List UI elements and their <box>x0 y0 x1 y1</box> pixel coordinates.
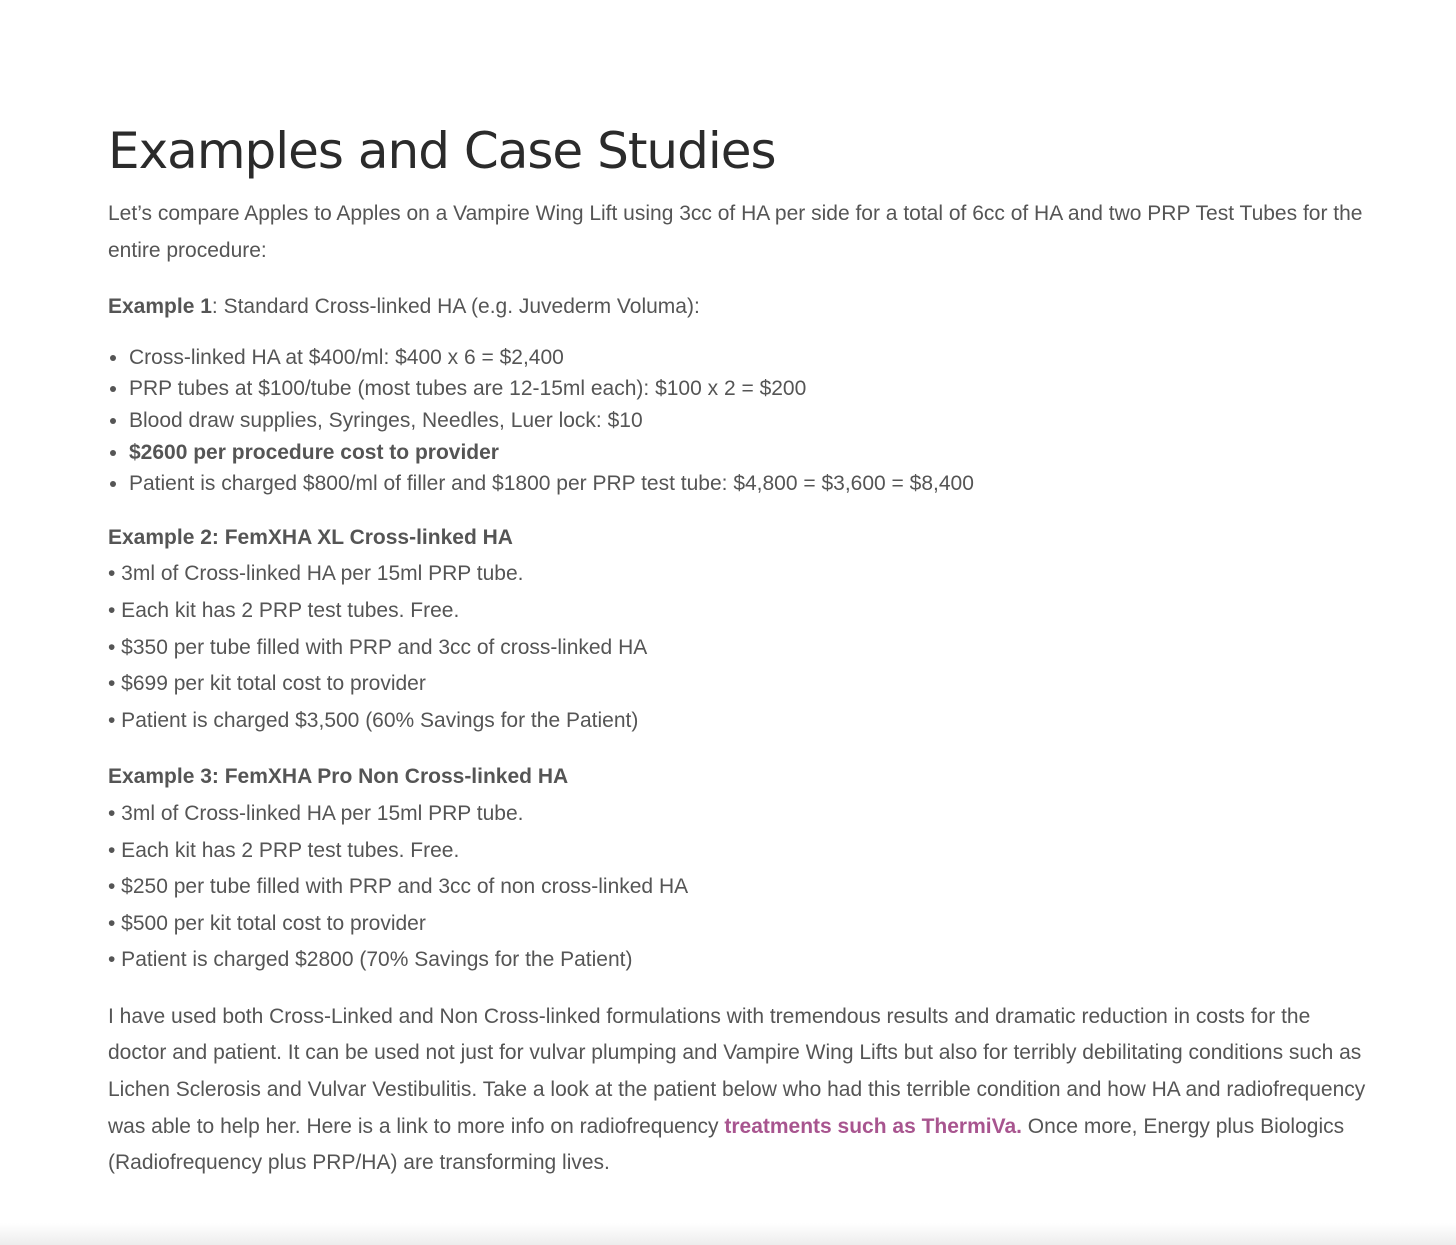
list-item: • 3ml of Cross-linked HA per 15ml PRP tube. <box>108 562 524 586</box>
list-item: • Patient is charged $3,500 (60% Savings for the Patient) <box>108 708 639 732</box>
list-item: • $500 per kit total cost to provider <box>108 911 426 935</box>
list-item: • Each kit has 2 PRP test tubes. Free. <box>108 598 460 622</box>
list-item: • $699 per kit total cost to provider <box>108 672 426 696</box>
list-item: • $250 per tube filled with PRP and 3cc of non cross-linked HA <box>108 875 689 899</box>
intro-paragraph: Let’s compare Apples to Apples on a Vampire Wing Lift using 3cc of HA per side for a total of 6cc of HA and two PRP Test Tubes for the entire procedure: <box>108 202 1363 262</box>
example-1-list <box>108 342 1368 500</box>
example-2-block <box>108 520 1368 740</box>
example-1-label: Example 1 <box>108 295 212 319</box>
list-item: • Patient is charged $800/ml of filler and $1800 per PRP test tube: $4,800 = $3,600 = $8,400 <box>129 468 1368 500</box>
page-bottom-shadow <box>0 1223 1456 1245</box>
example-2-heading: Example 2: FemXHA XL Cross-linked HA <box>108 525 513 549</box>
list-item: • $350 per tube filled with PRP and 3cc of cross-linked HA <box>108 635 648 659</box>
list-item: • Cross-linked HA at $400/ml: $400 x 6 = $2,400 <box>129 342 1368 374</box>
article-content <box>108 118 1368 1182</box>
example-1-title: : Standard Cross-linked HA (e.g. Juvederm Voluma): <box>211 295 700 319</box>
thermiva-link[interactable]: treatments such as ThermiVa. <box>724 1114 1022 1138</box>
closing-paragraph <box>108 999 1368 1182</box>
closing-text: I have used both Cross-Linked and Non Cross-linked formulations with tremendous results and dramatic reduction in costs for the doctor and patient. It can be used not just for vulvar plumping and Vampire Wing Lifts but also for terribly debilitating conditions such as Lichen Sclerosis and Vulvar Vestibulitis. Take a look at the patient below who had this terrible condition and how HA and radiofrequency was able to help her. Here is a link to more info on radiofrequency <box>108 1004 1366 1138</box>
list-item: • Blood draw supplies, Syringes, Needles, Luer lock: $10 <box>129 405 1368 437</box>
closing-text-end: Once more, Energy plus Biologics (Radiofrequency plus PRP/HA) are transforming lives. <box>108 1114 1345 1175</box>
example-1-heading <box>108 289 1368 326</box>
example-3-block <box>108 759 1368 979</box>
example-3-heading: Example 3: FemXHA Pro Non Cross-linked HA <box>108 765 569 789</box>
list-item: • Patient is charged $2800 (70% Savings for the Patient) <box>108 948 633 972</box>
list-item: • 3ml of Cross-linked HA per 15ml PRP tube. <box>108 801 524 825</box>
page-title: Examples and Case Studies <box>108 122 776 180</box>
list-item: • Each kit has 2 PRP test tubes. Free. <box>108 838 460 862</box>
list-item: • PRP tubes at $100/tube (most tubes are 12-15ml each): $100 x 2 = $200 <box>129 373 1368 405</box>
list-item-total-cost: • $2600 per procedure cost to provider <box>129 437 1368 469</box>
